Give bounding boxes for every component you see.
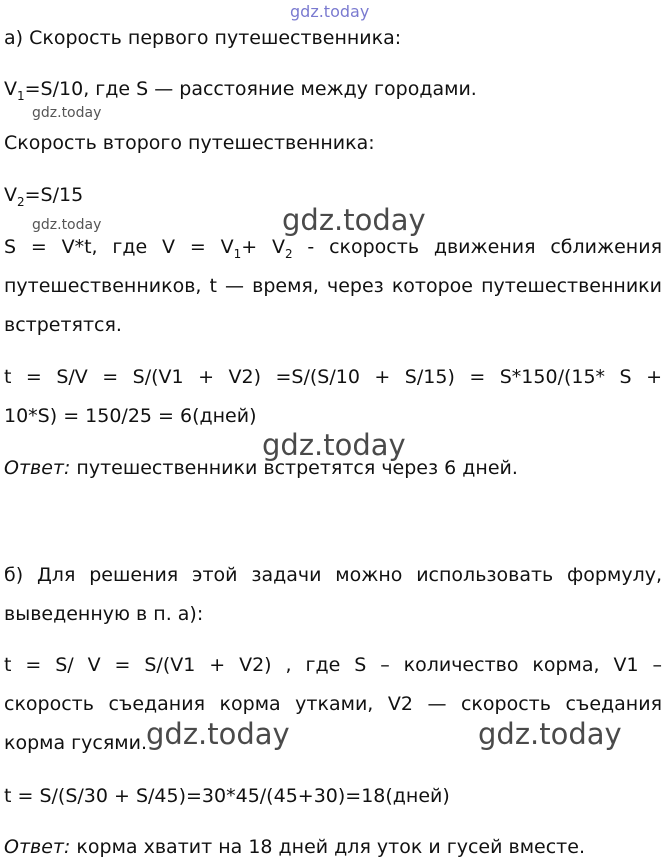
part-b-formula-line-3: корма гусями. bbox=[4, 732, 148, 754]
v1-symbol: V bbox=[4, 78, 17, 100]
part-a-answer bbox=[4, 457, 518, 479]
feed-duration-calc: t = S/(S/30 + S/45)=30*45/(45+30)=18(дней) bbox=[4, 785, 450, 807]
watermark-small: gdz.today bbox=[32, 105, 102, 121]
part-b-intro-line-1: б) Для решения этой задачи можно использовать формулу, bbox=[4, 564, 662, 586]
approach-speed-sub1: 1 bbox=[233, 246, 242, 261]
part-a-heading: а) Скорость первого путешественника: bbox=[4, 27, 402, 49]
answer-text: путешественники встретятся через 6 дней. bbox=[70, 457, 518, 479]
watermark-small: gdz.today bbox=[32, 217, 102, 233]
answer-label: Ответ: bbox=[4, 836, 71, 858]
v2-subscript: 2 bbox=[17, 194, 25, 209]
v1-definition: =S/10, где S — расстояние между городами. bbox=[24, 78, 477, 100]
approach-speed-part-a: S = V*t, где V = V bbox=[4, 236, 234, 258]
approach-speed-part-c: - скорость движения сближения bbox=[292, 236, 662, 258]
v1-subscript: 1 bbox=[17, 88, 25, 103]
watermark-big: gdz.today bbox=[146, 717, 290, 751]
part-b-formula-line-2: скорость съедания корма утками, V2 — скорость съедания bbox=[4, 693, 662, 715]
approach-speed-part-b: + V bbox=[241, 236, 285, 258]
answer-label: Ответ: bbox=[4, 457, 71, 479]
answer-text: корма хватит на 18 дней для уток и гусей вместе. bbox=[70, 836, 585, 858]
part-b-answer bbox=[4, 836, 585, 858]
approach-speed-line-3: встретятся. bbox=[4, 314, 122, 336]
watermark-big: gdz.today bbox=[478, 717, 622, 751]
part-b-formula-line-1: t = S/ V = S/(V1 + V2) , где S – количество корма, V1 – bbox=[4, 654, 662, 676]
watermark-big: gdz.today bbox=[282, 203, 426, 237]
meeting-time-calc-line-1: t = S/V = S/(V1 + V2) =S/(S/10 + S/15) = S*150/(15* S + bbox=[4, 366, 662, 388]
approach-speed-line-2: путешественников, t — время, через которое путешественники bbox=[4, 275, 662, 297]
meeting-time-calc-line-2: 10*S) = 150/25 = 6(дней) bbox=[4, 405, 257, 427]
second-traveler-heading: Скорость второго путешественника: bbox=[4, 132, 375, 154]
watermark-big: gdz.today bbox=[262, 428, 406, 462]
v2-definition: =S/15 bbox=[24, 184, 84, 206]
watermark-top: gdz.today bbox=[290, 2, 370, 21]
approach-speed-line bbox=[4, 236, 662, 261]
v1-formula-line bbox=[4, 78, 477, 103]
v2-symbol: V bbox=[4, 184, 17, 206]
v2-formula-line bbox=[4, 184, 83, 209]
part-b-intro-line-2: выведенную в п. а): bbox=[4, 603, 204, 625]
approach-speed-sub2: 2 bbox=[284, 246, 293, 261]
